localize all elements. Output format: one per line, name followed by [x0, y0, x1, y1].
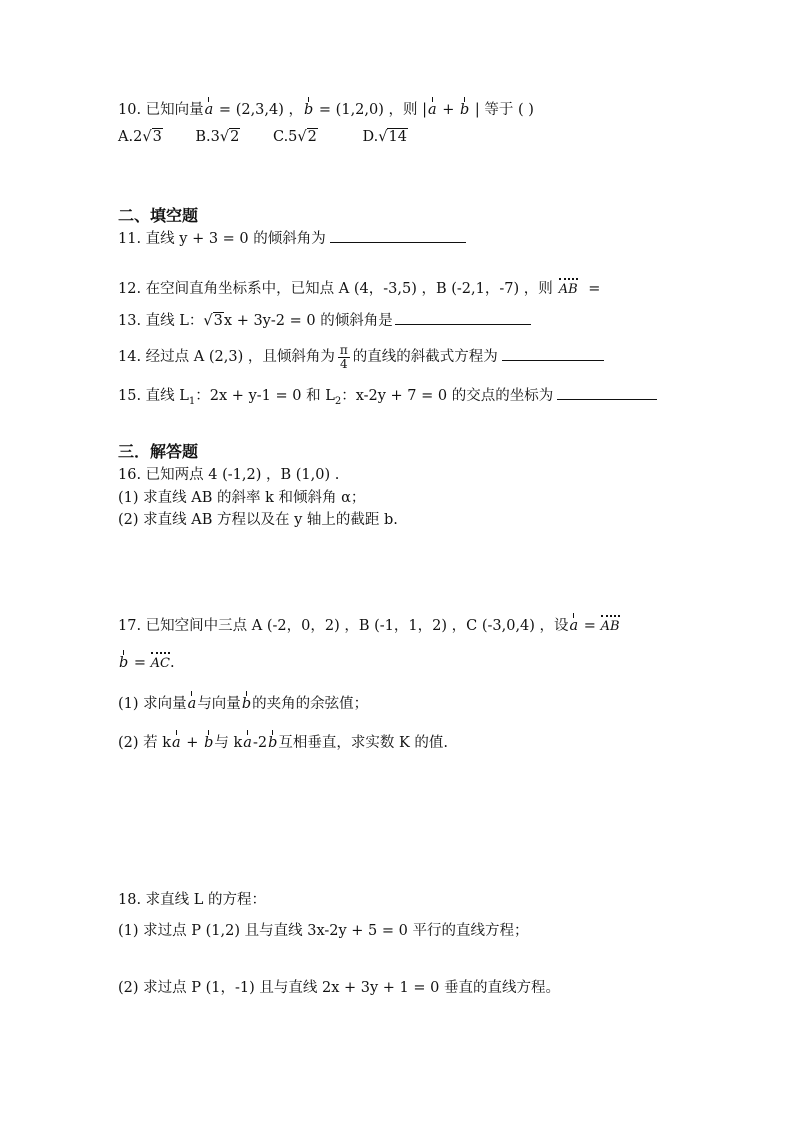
- sqrt-symbol: √14: [378, 129, 407, 145]
- q15-mid: ：2x + y-1 = 0 和 L: [195, 388, 335, 404]
- question-11: [118, 228, 466, 249]
- option-d-label: D.: [362, 129, 379, 145]
- vector-ac-symbol: AC: [151, 654, 170, 674]
- fraction-numerator: π: [339, 342, 348, 357]
- q15-post: ：x-2y + 7 = 0 的交点的坐标为: [341, 388, 554, 404]
- option-b: [195, 127, 240, 147]
- option-c: [273, 127, 318, 147]
- q14-post: 的直线的斜截式方程为: [352, 349, 498, 365]
- answer-blank[interactable]: [557, 385, 657, 400]
- vector-b-symbol: b: [119, 655, 129, 671]
- q10-tail: | 等于 ( ): [470, 102, 534, 118]
- vector-b-symbol: b: [460, 102, 470, 118]
- answer-blank[interactable]: [395, 310, 531, 325]
- q10-lead: 10. 已知向量: [118, 102, 204, 118]
- question-13: [118, 310, 531, 331]
- fraction-pi-over-4: [338, 344, 350, 371]
- q17-p1-post: 的夹角的余弦值；: [252, 696, 369, 712]
- q15-pre: 15. 直线 L: [118, 388, 189, 404]
- q10-b-value: = (1,2,0) ，则 |: [314, 102, 427, 118]
- section-3-heading: 三．解答题: [118, 442, 199, 461]
- sqrt-symbol: √3: [203, 313, 223, 329]
- q17-p2-mid: 与 k: [214, 735, 243, 751]
- q10-a-value: = (2,3,4) ，: [214, 102, 304, 118]
- option-b-label: B.3: [195, 129, 220, 145]
- subscript-2: 2: [334, 395, 342, 407]
- question-17-part-2: [118, 733, 448, 753]
- q14-pre: 14. 经过点 A (2,3) ，且倾斜角为: [118, 349, 335, 365]
- equals-sign: =: [129, 655, 151, 671]
- plus-sign: +: [437, 102, 460, 118]
- vector-a-symbol: a: [569, 618, 579, 634]
- equals-sign: =: [579, 618, 601, 634]
- option-a-label: A.2: [118, 129, 143, 145]
- question-17-part-1: [118, 694, 368, 714]
- sqrt-symbol: √2: [219, 129, 240, 145]
- question-16-part-2: (2) 求直线 AB 方程以及在 y 轴上的截距 b.: [118, 512, 398, 528]
- vector-b-symbol: b: [304, 102, 314, 118]
- vector-a-symbol: a: [428, 102, 437, 118]
- vector-a-symbol: a: [204, 102, 214, 118]
- vector-b-symbol: b: [204, 735, 214, 751]
- option-a: [118, 127, 163, 147]
- vector-ab-symbol: AB: [559, 280, 578, 300]
- question-18-part-2: (2) 求过点 P (1，-1) 且与直线 2x + 3y + 1 = 0 垂直的直线方程。: [118, 980, 560, 996]
- question-15: [118, 385, 657, 412]
- subscript-1: 1: [188, 395, 196, 407]
- vector-a-symbol: a: [243, 735, 252, 751]
- vector-ab-symbol: AB: [601, 617, 620, 637]
- answer-blank[interactable]: [330, 228, 466, 243]
- vector-b-symbol: b: [241, 696, 252, 712]
- q11-text: 11. 直线 y + 3 = 0 的倾斜角为: [118, 231, 326, 247]
- question-14: [118, 340, 604, 374]
- q13-pre: 13. 直线 L：: [118, 313, 204, 329]
- q12-text: 12. 在空间直角坐标系中，已知点 A (4，-3,5) ，B (-2,1，-7) ，则: [118, 281, 553, 297]
- q17-p1-pre: (1) 求向量: [118, 696, 187, 712]
- question-17-stem-cont: [118, 653, 175, 674]
- question-10-stem: [118, 100, 534, 120]
- period: .: [170, 655, 175, 671]
- plus-sign: +: [181, 735, 204, 751]
- question-16-part-1: (1) 求直线 AB 的斜率 k 和倾斜角 α；: [118, 490, 366, 506]
- q17-p2-pre: (2) 若 k: [118, 735, 172, 751]
- radicand: 14: [388, 129, 407, 145]
- option-c-label: C.5: [273, 129, 298, 145]
- radicand: 3: [213, 313, 223, 329]
- q12-tail: =: [583, 281, 601, 297]
- sqrt-symbol: √3: [142, 129, 162, 145]
- section-2-heading: 二、填空题: [118, 206, 199, 225]
- sqrt-symbol: √2: [297, 129, 317, 145]
- q13-post: x + 3y-2 = 0 的倾斜角是: [223, 313, 393, 329]
- vector-a-symbol: a: [187, 696, 197, 712]
- question-16-stem: 16. 已知两点 4 (-1,2) ，B (1,0) .: [118, 467, 340, 483]
- vector-b-symbol: b: [268, 735, 278, 751]
- question-12: [118, 279, 600, 300]
- radicand: 2: [307, 129, 317, 145]
- radicand: 2: [230, 129, 240, 145]
- radicand: 3: [152, 129, 162, 145]
- q17-p2-minus-two: -2: [252, 735, 268, 751]
- question-18-stem: 18. 求直线 L 的方程：: [118, 892, 267, 908]
- option-d: [363, 127, 408, 147]
- q17-p2-post: 互相垂直，求实数 K 的值.: [278, 735, 449, 751]
- question-18-part-1: (1) 求过点 P (1,2) 且与直线 3x-2y + 5 = 0 平行的直线方程；: [118, 923, 529, 939]
- question-17-stem: [118, 616, 620, 637]
- fraction-denominator: 4: [339, 356, 348, 371]
- q17-p1-mid: 与向量: [197, 696, 241, 712]
- answer-blank[interactable]: [502, 346, 604, 361]
- vector-a-symbol: a: [172, 735, 181, 751]
- q17-stem-text: 17. 已知空间中三点 A (-2，0，2) ，B (-1，1，2) ，C (-3,0,4) ，设: [118, 618, 569, 634]
- question-10-options: [118, 127, 436, 147]
